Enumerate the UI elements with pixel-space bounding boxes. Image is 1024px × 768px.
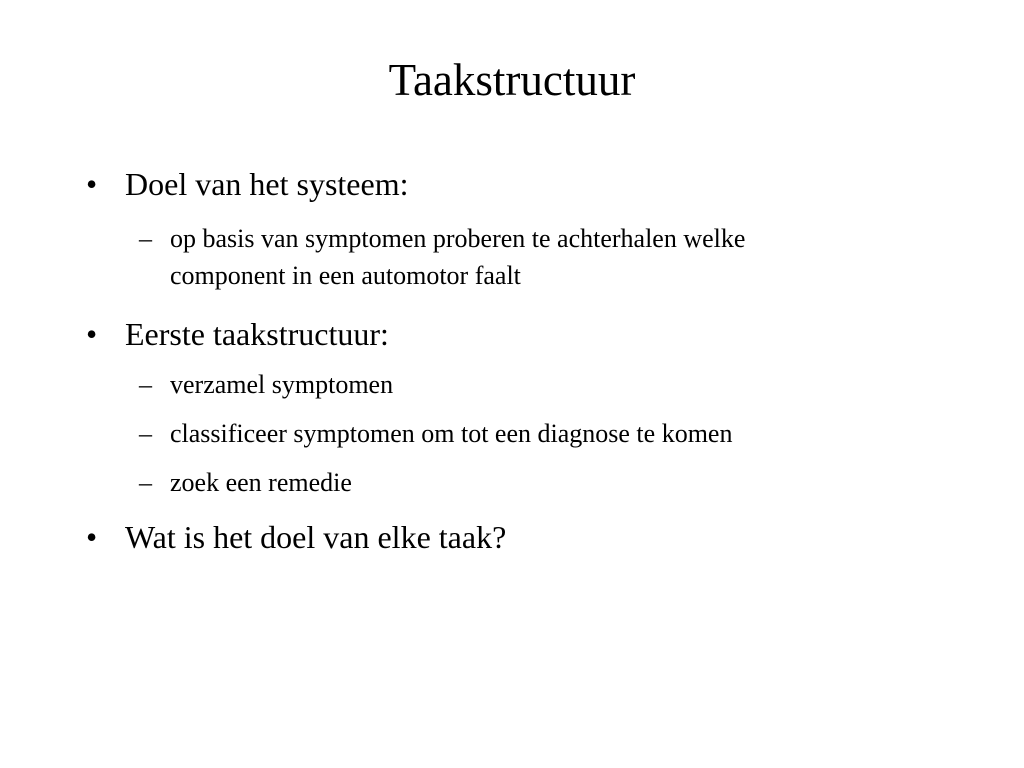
sub-bullet-item: [139, 416, 733, 452]
bullet-marker: •: [86, 316, 98, 352]
slide-title: Taakstructuur: [388, 55, 636, 105]
bullet-item: [86, 519, 507, 555]
sub-bullet-marker: –: [139, 468, 152, 497]
bullet-text: Wat is het doel van elke taak?: [125, 519, 507, 555]
bullet-marker: •: [86, 166, 98, 202]
bullet-text: Doel van het systeem:: [125, 166, 409, 202]
bullet-marker: •: [86, 519, 98, 555]
sub-bullet-item: [139, 221, 746, 257]
sub-bullet-text: component in een automotor faalt: [170, 261, 521, 290]
sub-bullet-continuation: [170, 258, 521, 294]
sub-bullet-text: op basis van symptomen proberen te achterhalen welke: [170, 224, 746, 253]
sub-bullet-text: verzamel symptomen: [170, 370, 394, 399]
bullet-item: [86, 166, 409, 202]
sub-bullet-text: zoek een remedie: [170, 468, 352, 497]
sub-bullet-item: [139, 367, 394, 403]
sub-bullet-marker: –: [139, 419, 152, 448]
bullet-text: Eerste taakstructuur:: [125, 316, 389, 352]
sub-bullet-text: classificeer symptomen om tot een diagnose te komen: [170, 419, 733, 448]
sub-bullet-marker: –: [139, 370, 152, 399]
sub-bullet-marker: –: [139, 224, 152, 253]
bullet-item: [86, 316, 389, 352]
sub-bullet-item: [139, 465, 352, 501]
